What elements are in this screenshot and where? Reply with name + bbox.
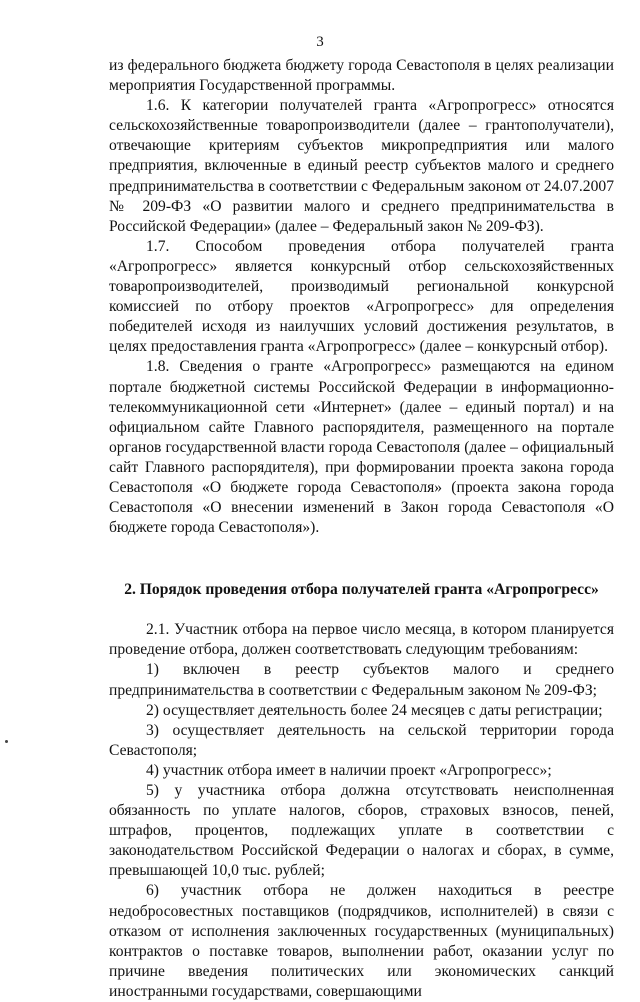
requirement-1: 1) включен в реестр субъектов малого и среднего предпринимательства в соответствии с Федеральным законом № 209-ФЗ; (109, 661, 614, 699)
scan-speck (5, 740, 8, 743)
requirement-2: 2) осуществляет деятельность более 24 месяцев с даты регистрации; (146, 701, 603, 719)
document-body (109, 56, 614, 1002)
paragraph-continuation: из федерального бюджета бюджету города Севастополя в целях реализации мероприятия Государственной программы. (109, 57, 614, 95)
requirement-5: 5) у участника отбора должна отсутствовать неисполненная обязанность по уплате налогов, сборов, страховых взносов, пеней, штрафов, процентов, подлежащих уплате в соответствии с законодательством Российской Федерации о налогах и сборах, в сумме, превышающей 10,0 тыс. рублей; (109, 782, 614, 880)
requirement-6: 6) участник отбора не должен находиться в реестре недобросовестных поставщиков (подрядчиков, исполнителей) в связи с отказом от исполнения заключенных государственных (муниципальных) контрактов о поставке товаров, выполнении работ, оказании услуг по причине введения политических или экономических санкций иностранными государствами, совершающими (109, 882, 614, 1000)
spacer (109, 600, 614, 620)
paragraph-1-7: 1.7. Способом проведения отбора получателей гранта «Агропрогресс» является конкурсный отбор сельскохозяйственных товаропроизводителей, производимый региональной конкурсной комиссией по отбору проектов «Агропрогресс» для определения победителей исходя из наилучших условий достижения результатов, в целях предоставления гранта «Агропрогресс» (далее – конкурсный отбор). (109, 237, 614, 356)
paragraph-1-8: 1.8. Сведения о гранте «Агропрогресс» размещаются на едином портале бюджетной системы Российской Федерации в информационно-телекоммуникационной сети «Интернет» (далее – единый портал) и на официальном сайте Главного распорядителя, размещенного на портале органов государственной власти города Севастополя (далее – официальный сайт Главного распорядителя), при формировании проекта закона города Севастополя «О бюджете города Севастополя» (проекта закона города Севастополя «О внесении изменений в Закон города Севастополя «О бюджете города Севастополя»). (109, 358, 614, 537)
requirement-3: 3) осуществляет деятельность на сельской территории города Севастополя; (109, 721, 614, 759)
page-number: 3 (316, 34, 324, 50)
paragraph-2-1: 2.1. Участник отбора на первое число месяца, в котором планируется проведение отбора, должен соответствовать следующим требованиям: (109, 621, 614, 659)
spacer (109, 538, 614, 580)
requirement-4: 4) участник отбора имеет в наличии проект «Агропрогресс»; (146, 761, 552, 779)
paragraph-1-6: 1.6. К категории получателей гранта «Агропрогресс» относятся сельскохозяйственные товаропроизводители (далее – грантополучатели), отвечающие критериям субъектов микропредприятия или малого предприятия, включенные в единый реестр субъектов малого и среднего предпринимательства в соответствии с Федеральным законом от 24.07.2007 № 209-ФЗ «О развитии малого и среднего предпринимательства в Российской Федерации» (далее – Федеральный закон № 209-ФЗ). (109, 97, 614, 235)
section-2-heading: 2. Порядок проведения отбора получателей гранта «Агропрогресс» (124, 581, 599, 599)
